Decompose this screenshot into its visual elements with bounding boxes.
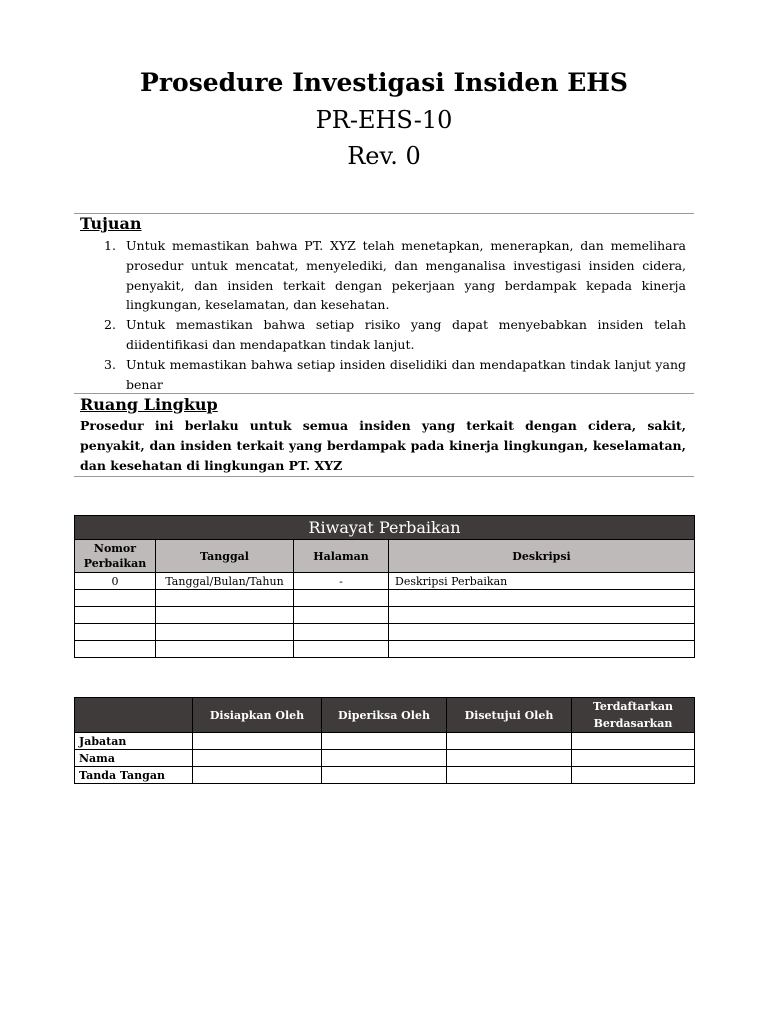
tujuan-list xyxy=(80,236,686,394)
document-code: PR-EHS-10 xyxy=(315,106,453,134)
signature-cell xyxy=(572,733,695,750)
ruang-lingkup-heading: Ruang Lingkup xyxy=(80,395,218,414)
document-revision: Rev. 0 xyxy=(347,142,421,170)
table-cell xyxy=(294,641,389,658)
tujuan-heading: Tujuan xyxy=(80,214,142,233)
table-cell xyxy=(294,607,389,624)
column-header: Terdaftarkan Berdasarkan xyxy=(572,698,695,733)
table-cell xyxy=(389,607,695,624)
table-cell xyxy=(156,641,294,658)
riwayat-title: Riwayat Perbaikan xyxy=(75,516,695,540)
table-cell xyxy=(75,624,156,641)
table-cell xyxy=(156,624,294,641)
table-cell xyxy=(75,590,156,607)
column-header: Disetujui Oleh xyxy=(447,698,572,733)
column-header: Deskripsi xyxy=(389,540,695,573)
table-cell xyxy=(389,641,695,658)
column-header: Nomor Perbaikan xyxy=(75,540,156,573)
section-divider xyxy=(74,476,694,477)
column-header: Halaman xyxy=(294,540,389,573)
document-title: Prosedure Investigasi Insiden EHS xyxy=(140,68,628,97)
table-row xyxy=(75,607,695,624)
column-header: Diperiksa Oleh xyxy=(322,698,447,733)
pengesahan-table xyxy=(74,697,695,784)
riwayat-perbaikan-table xyxy=(74,515,695,658)
table-cell xyxy=(389,624,695,641)
signature-cell xyxy=(447,750,572,767)
column-header: Tanggal xyxy=(156,540,294,573)
table-cell xyxy=(75,641,156,658)
signature-cell xyxy=(447,733,572,750)
ruang-lingkup-text: Prosedur ini berlaku untuk semua insiden yang terkait dengan cidera, sakit, penyakit, dan insiden terkait yang berdampak pada kinerja lingkungan, keselamatan, dan kesehatan di lingkungan PT. XYZ xyxy=(80,418,686,473)
row-label: Tanda Tangan xyxy=(75,767,193,784)
row-label: Jabatan xyxy=(75,733,193,750)
table-row xyxy=(75,624,695,641)
column-header: Disiapkan Oleh xyxy=(193,698,322,733)
table-row xyxy=(75,750,695,767)
signature-cell xyxy=(193,733,322,750)
table-cell xyxy=(156,607,294,624)
tujuan-item: 2. Untuk memastikan bahwa setiap risiko yang dapat menyebabkan insiden telah diidentifikasi dan mendapatkan tindak lanjut. xyxy=(104,317,686,352)
column-header xyxy=(75,698,193,733)
tujuan-item: 3. Untuk memastikan bahwa setiap insiden diselidiki dan mendapatkan tindak lanjut yang benar xyxy=(104,356,686,392)
table-cell: Tanggal/Bulan/Tahun xyxy=(156,573,294,590)
signature-cell xyxy=(193,767,322,784)
table-cell: Deskripsi Perbaikan xyxy=(389,573,695,590)
table-cell: 0 xyxy=(75,573,156,590)
table-cell xyxy=(389,590,695,607)
row-label: Nama xyxy=(75,750,193,767)
table-cell xyxy=(75,607,156,624)
table-row xyxy=(75,733,695,750)
signature-cell xyxy=(572,767,695,784)
table-cell xyxy=(294,590,389,607)
signature-cell xyxy=(447,767,572,784)
table-cell: - xyxy=(294,573,389,590)
table-cell xyxy=(156,590,294,607)
signature-cell xyxy=(322,733,447,750)
table-row xyxy=(75,590,695,607)
signature-cell xyxy=(572,750,695,767)
table-row xyxy=(75,573,695,590)
section-divider xyxy=(74,393,694,394)
section-divider xyxy=(74,213,694,214)
signature-cell xyxy=(322,750,447,767)
signature-cell xyxy=(322,767,447,784)
table-row xyxy=(75,767,695,784)
signature-cell xyxy=(193,750,322,767)
table-row xyxy=(75,641,695,658)
tujuan-item: 1. Untuk memastikan bahwa PT. XYZ telah menetapkan, menerapkan, dan memelihara prosedur untuk mencatat, menyelediki, dan menganalisa investigasi insiden cidera, penyakit, dan insiden terkait dengan pekerjaan yang berdampak kepada kinerja lingkungan, keselamatan, dan kesehatan. xyxy=(104,238,686,313)
table-cell xyxy=(294,624,389,641)
